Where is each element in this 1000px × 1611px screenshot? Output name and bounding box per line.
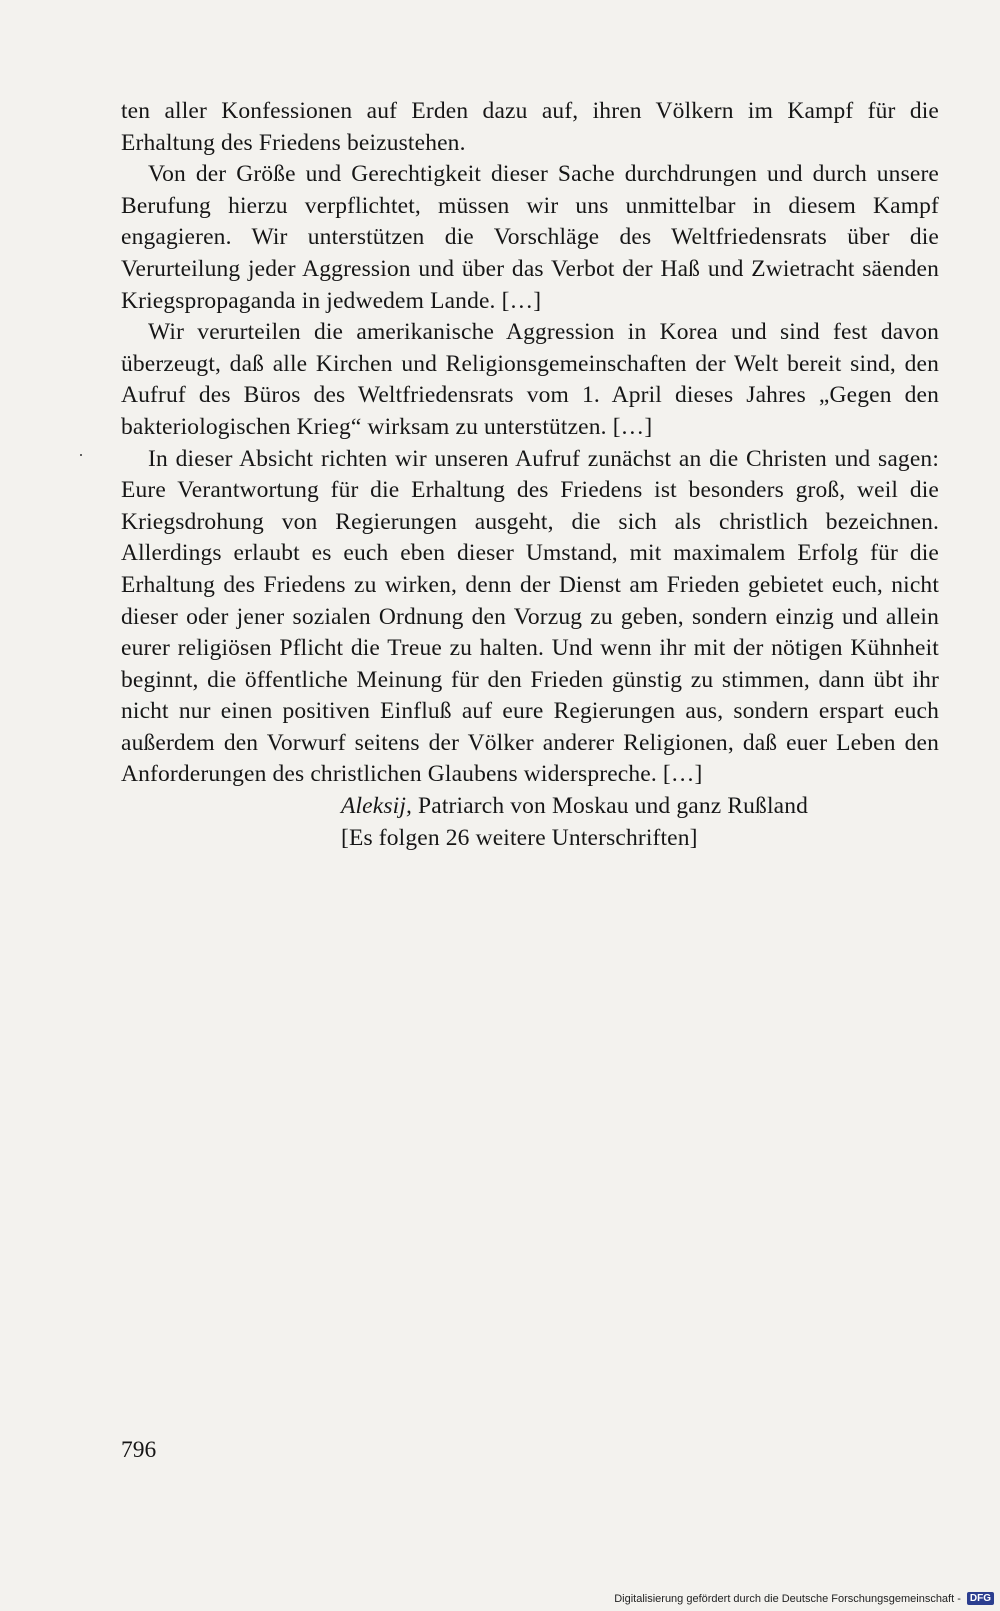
signatory-name: Aleksij, bbox=[341, 793, 413, 820]
signatory-title: Patriarch von Moskau und ganz Rußland bbox=[412, 793, 809, 820]
paragraph-1: ten aller Konfessionen auf Erden dazu auf, ihren Völkern im Kampf für die Erhaltung des Friedens beizustehen. bbox=[121, 98, 939, 156]
dfg-logo: DFG bbox=[967, 1592, 994, 1605]
paragraph-4: In dieser Absicht richten wir unseren Aufruf zunächst an die Christen und sagen: Eure Verantwortung für die Erhaltung des Friedens ist besonders groß, weil die Kriegsdrohung von Regierungen ausgeht, die sich als christlich bezeichnen. Allerdings erlaubt es euch eben dieser Umstand, mit maximalem Erfolg für die Erhaltung des Friedens zu wirken, denn der Dienst am Frieden gebietet euch, nicht dieser oder jener sozialen Ordnung den Vorzug zu geben, sondern einzig und allein eurer religiösen Pflicht die Treue zu halten. Und wenn ihr mit der nötigen Kühnheit beginnt, die öffentliche Meinung für den Frieden günstig zu stimmen, dann übt ihr nicht nur einen positiven Einfluß auf eure Regierungen aus, sondern erspart euch außerdem den Vorwurf seitens der Völker anderer Religionen, daß euer Leben den Anforderungen des christlichen Glaubens widerspreche. […] bbox=[121, 445, 939, 788]
signature-line bbox=[121, 791, 939, 823]
paragraph-3: Wir verurteilen die amerikanische Aggression in Korea und sind fest davon überzeugt, daß alle Kirchen und Religionsgemeinschaften der Welt bereit sind, den Aufruf des Büros des Weltfriedensrats vom 1. April dieses Jahres „Gegen den bakteriologischen Krieg“ wirksam zu unterstützen. […] bbox=[121, 319, 939, 440]
page-number: 796 bbox=[121, 1437, 157, 1463]
body-text bbox=[121, 96, 939, 854]
digitization-footer bbox=[614, 1592, 994, 1605]
signature-note: [Es folgen 26 weitere Unterschriften] bbox=[341, 824, 698, 851]
paper-speck bbox=[80, 454, 82, 456]
footer-credit: Digitalisierung gefördert durch die Deutsche Forschungsgemeinschaft - bbox=[614, 1592, 961, 1605]
paragraph-2: Von der Größe und Gerechtigkeit dieser Sache durchdrungen und durch unsere Berufung hierzu verpflichtet, müssen wir uns unmittelbar in diesem Kampf engagieren. Wir unterstützen die Vorschläge des Weltfriedensrats über die Verurteilung jeder Aggression und über das Verbot der Haß und Zwietracht säenden Kriegspropaganda in jedwedem Lande. […] bbox=[121, 161, 939, 314]
